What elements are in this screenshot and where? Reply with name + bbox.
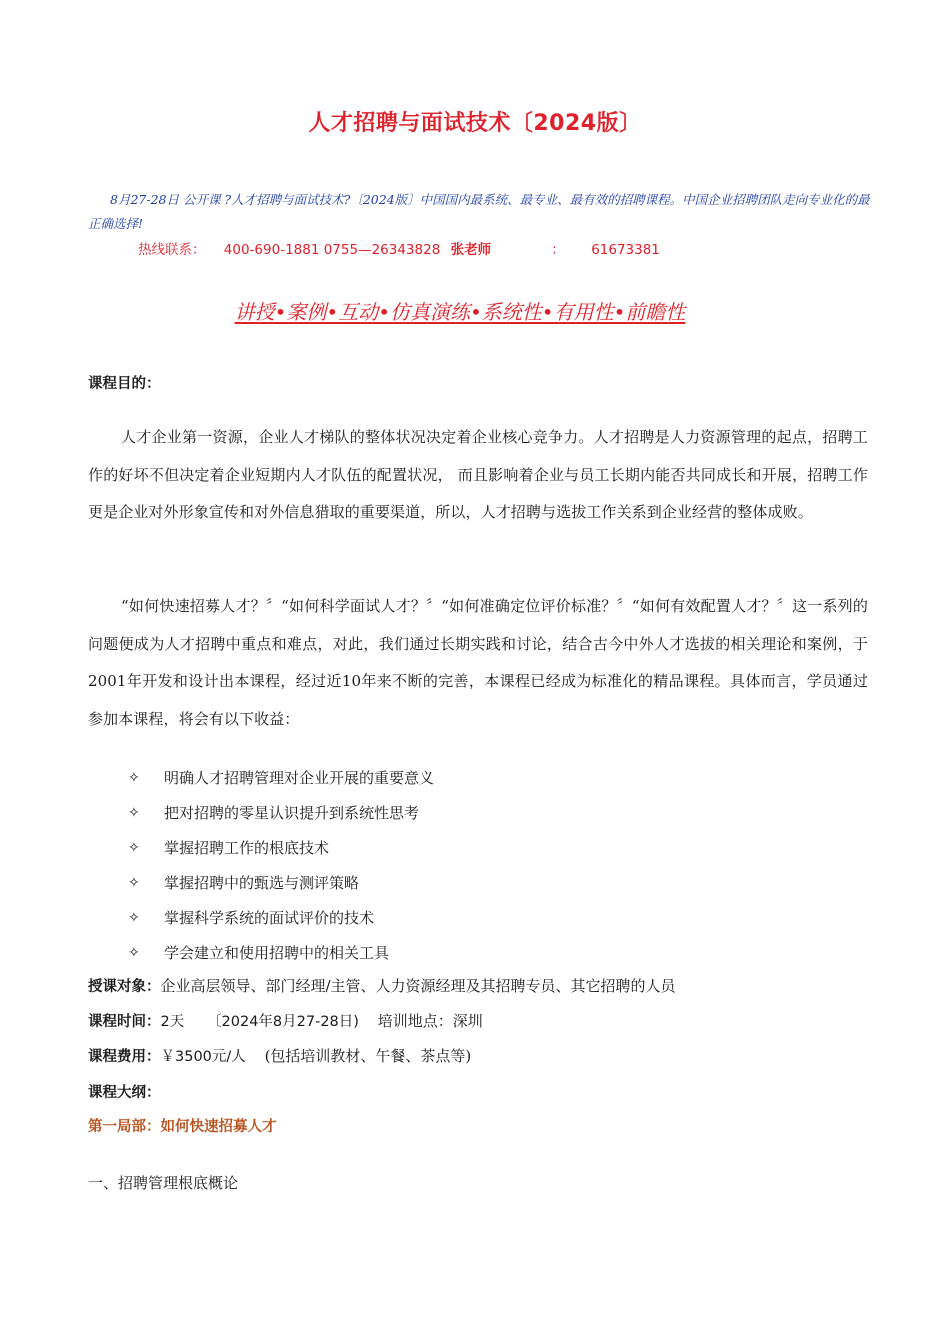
hotline-phones: 400-690-1881 0755—26343828 bbox=[223, 242, 441, 258]
course-intro: 8月27-28日 公开课 ?人才招聘与面试技术?〔2024版〕中国国内最系统、最专业、最有效的招聘课程。中国企业招聘团队走向专业化的最正确选择! bbox=[88, 192, 870, 231]
fee-label: 课程费用： bbox=[88, 1049, 161, 1065]
hotline-line bbox=[138, 238, 838, 258]
audience-value: 企业高层领导、部门经理/主管、人力资源经理及其招聘专员、其它招聘的人员 bbox=[160, 977, 676, 995]
hotline-colon: ： bbox=[551, 242, 565, 258]
training-location: 培训地点：深圳 bbox=[377, 1012, 483, 1030]
hotline-label: 热线联系： bbox=[138, 242, 206, 258]
fee-value: ￥3500元/人 bbox=[160, 1049, 246, 1065]
schedule-days: 2天 bbox=[160, 1014, 185, 1030]
diamond-bullet-icon: ✧ bbox=[128, 804, 140, 821]
list-item: ✧ 掌握科学系统的面试评价的技术 bbox=[128, 900, 848, 935]
schedule-line bbox=[88, 1010, 483, 1031]
course-slogan: 讲授•案例•互动•仿真演练•系统性•有用性•前瞻性 bbox=[234, 300, 686, 324]
audience-label: 授课对象： bbox=[88, 979, 161, 995]
hotline-extra: 61673381 bbox=[591, 242, 660, 258]
diamond-bullet-icon: ✧ bbox=[128, 769, 140, 786]
schedule-label: 课程时间： bbox=[88, 1014, 161, 1030]
diamond-bullet-icon: ✧ bbox=[128, 944, 140, 961]
fee-note: (包括培训教材、午餐、茶点等) bbox=[264, 1047, 472, 1065]
benefits-list bbox=[128, 760, 848, 970]
purpose-heading: 课程目的： bbox=[88, 376, 161, 392]
document-title: 人才招聘与面试技术〔2024版〕 bbox=[308, 111, 642, 136]
audience-line bbox=[88, 975, 676, 996]
outline-heading: 课程大纲： bbox=[88, 1085, 161, 1101]
list-item: ✧ 把对招聘的零星认识提升到系统性思考 bbox=[128, 795, 848, 830]
section-one-heading: 一、招聘管理根底概论 bbox=[88, 1174, 239, 1192]
diamond-bullet-icon: ✧ bbox=[128, 874, 140, 891]
purpose-paragraph-2: “如何快速招募人才？〞“如何科学面试人才？〞“如何准确定位评价标准？〞“如何有效配置人才？〞这一系列的问题便成为人才招聘中重点和难点，对此，我们通过长期实践和讨论，结合古今中外人才选拔的相关理论和案例，于2001年开发和设计出本课程，经过近10年来不断的完善，本课程已经成为标准化的精品课程。具体而言，学员通过参加本课程，将会有以下收益： bbox=[88, 597, 868, 728]
fee-line bbox=[88, 1045, 471, 1066]
purpose-paragraph-1: 人才企业第一资源，企业人才梯队的整体状况决定着企业核心竞争力。人才招聘是人力资源管理的起点，招聘工作的好坏不但决定着企业短期内人才队伍的配置状况， 而且影响着企业与员工长期内能否共同成长和开展，招聘工作更是企业对外形象宣传和对外信息猎取的重要渠道，所以，人才招聘与选拔工作关系到企业经营的整体成败。 bbox=[88, 428, 868, 521]
contact-name: 张老师 bbox=[450, 242, 492, 258]
diamond-bullet-icon: ✧ bbox=[128, 839, 140, 856]
diamond-bullet-icon: ✧ bbox=[128, 909, 140, 926]
list-item: ✧ 学会建立和使用招聘中的相关工具 bbox=[128, 935, 848, 970]
schedule-dates: 〔2024年8月27-28日) bbox=[207, 1014, 359, 1030]
part-one-heading: 第一局部：如何快速招募人才 bbox=[88, 1119, 277, 1135]
list-item: ✧ 明确人才招聘管理对企业开展的重要意义 bbox=[128, 760, 848, 795]
list-item: ✧ 掌握招聘中的甄选与测评策略 bbox=[128, 865, 848, 900]
list-item: ✧ 掌握招聘工作的根底技术 bbox=[128, 830, 848, 865]
